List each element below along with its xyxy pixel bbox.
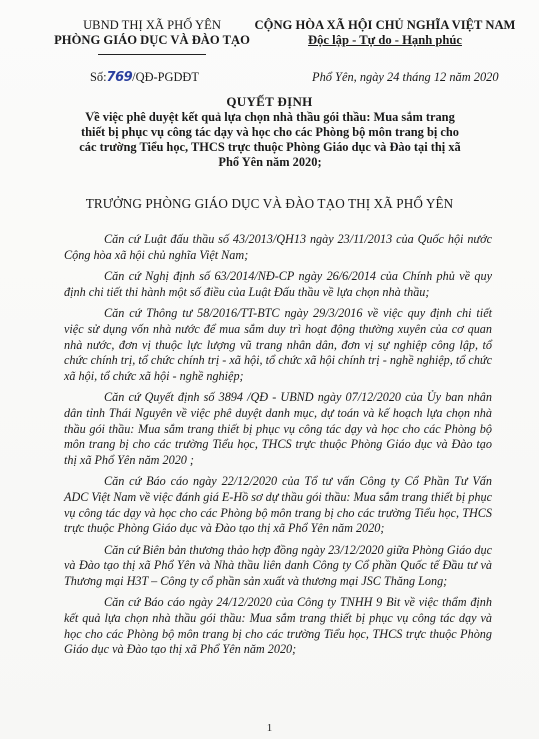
document-body xyxy=(64,232,492,664)
document-number-suffix: /QĐ-PGDĐT xyxy=(132,70,199,84)
legal-basis-paragraph: Căn cứ Báo cáo ngày 22/12/2020 của Tổ tư vấn Công ty Cổ Phần Tư Vấn ADC Việt Nam về việc đánh giá E-Hồ sơ dự thầu gói thầu: Mua sắm trang thiết bị phục vụ công tác dạy và học cho các Phòng bộ môn trang bị cho các trường Tiểu học, THCS trực thuộc Phòng Giáo dục và Đào tạo thị xã Phổ Yên năm 2020; xyxy=(64,474,492,536)
document-number-prefix: Số: xyxy=(90,70,107,84)
document-number xyxy=(90,70,199,85)
page-number: 1 xyxy=(266,722,273,734)
legal-basis-paragraph: Căn cứ Luật đấu thầu số 43/2013/QH13 ngày 23/11/2013 của Quốc hội nước Cộng hòa xã hội chủ nghĩa Việt Nam; xyxy=(64,232,492,262)
issue-date: Phổ Yên, ngày 24 tháng 12 năm 2020 xyxy=(312,70,499,84)
issuing-agency xyxy=(52,18,252,48)
agency-name: PHÒNG GIÁO DỤC VÀ ĐÀO TẠO xyxy=(54,33,250,47)
legal-basis-paragraph: Căn cứ Biên bản thương thảo hợp đồng ngày 23/12/2020 giữa Phòng Giáo dục và Đào tạo thị xã Phổ Yên và Nhà thầu liên danh Công ty Cổ phần Quốc tế Đầu tư và Thương mại H3T – Công ty cổ phần sản xuất và thương mại JSC Thăng Long; xyxy=(64,542,492,588)
issuing-authority: TRƯỞNG PHÒNG GIÁO DỤC VÀ ĐÀO TẠO THỊ XÃ PHỔ YÊN xyxy=(85,196,454,211)
national-motto: Độc lập - Tự do - Hạnh phúc xyxy=(308,33,462,47)
national-header xyxy=(250,18,520,48)
agency-parent: UBND THỊ XÃ PHỐ YÊN xyxy=(83,18,221,32)
legal-basis-paragraph: Căn cứ Quyết định số 3894 /QĐ - UBND ngày 07/12/2020 của Ủy ban nhân dân tỉnh Thái Nguyên về việc phê duyệt danh mục, dự toán và kế hoạch lựa chọn nhà thầu gói thầu: Mua sắm trang thiết bị phục vụ công tác dạy và học cho các Phòng bộ môn trang bị cho các trường Tiểu học, THCS trực thuộc Phòng Giáo dục và Đào tạo thị xã Phổ Yên năm 2020 ; xyxy=(64,390,492,467)
document-subject: Về việc phê duyệt kết quả lựa chọn nhà thầu gói thầu: Mua sắm trang thiết bị phục vụ công tác dạy và học cho các Phòng bộ môn trang bị cho các trường Tiểu học, THCS trực thuộc Phòng Giáo dục và Đào tại thị xã Phổ Yên năm 2020; xyxy=(79,110,461,169)
country-name: CỘNG HÒA XÃ HỘI CHỦ NGHĨA VIỆT NAM xyxy=(254,18,516,32)
handwritten-number: 769 xyxy=(106,70,133,85)
legal-basis-paragraph: Căn cứ Báo cáo ngày 24/12/2020 của Công ty TNHH 9 Bit về việc thẩm định kết quả lựa chọn nhà thầu gói thầu: Mua sắm trang thiết bị phục vụ công tác dạy và học cho các Phòng bộ môn trang bị cho các trường Tiểu học, THCS trực thuộc Phòng Giáo dục và Đào tạo thị xã Phổ Yên năm 2020; xyxy=(64,595,492,657)
header-divider xyxy=(98,54,206,55)
legal-basis-paragraph: Căn cứ Nghị định số 63/2014/NĐ-CP ngày 26/6/2014 của Chính phủ về quy định chi tiết thi hành một số điều của Luật Đấu thầu về lựa chọn nhà thầu; xyxy=(64,269,492,299)
document-title: QUYẾT ĐỊNH xyxy=(226,94,313,109)
legal-basis-paragraph: Căn cứ Thông tư 58/2016/TT-BTC ngày 29/3/2016 về việc quy định chi tiết việc sử dụng vốn nhà nước để mua sắm duy trì hoạt động thường xuyên của cơ quan nhà nước, đơn vị thuộc lực lượng vũ trang nhân dân, đơn vị sự nghiệp công lập, tổ chức chính trị, tổ chức chính trị - xã hội, tổ chức xã hội chính trị - nghề nghiệp, tổ chức xã hội, tổ chức xã hội - nghề nghiệp; xyxy=(64,306,492,383)
